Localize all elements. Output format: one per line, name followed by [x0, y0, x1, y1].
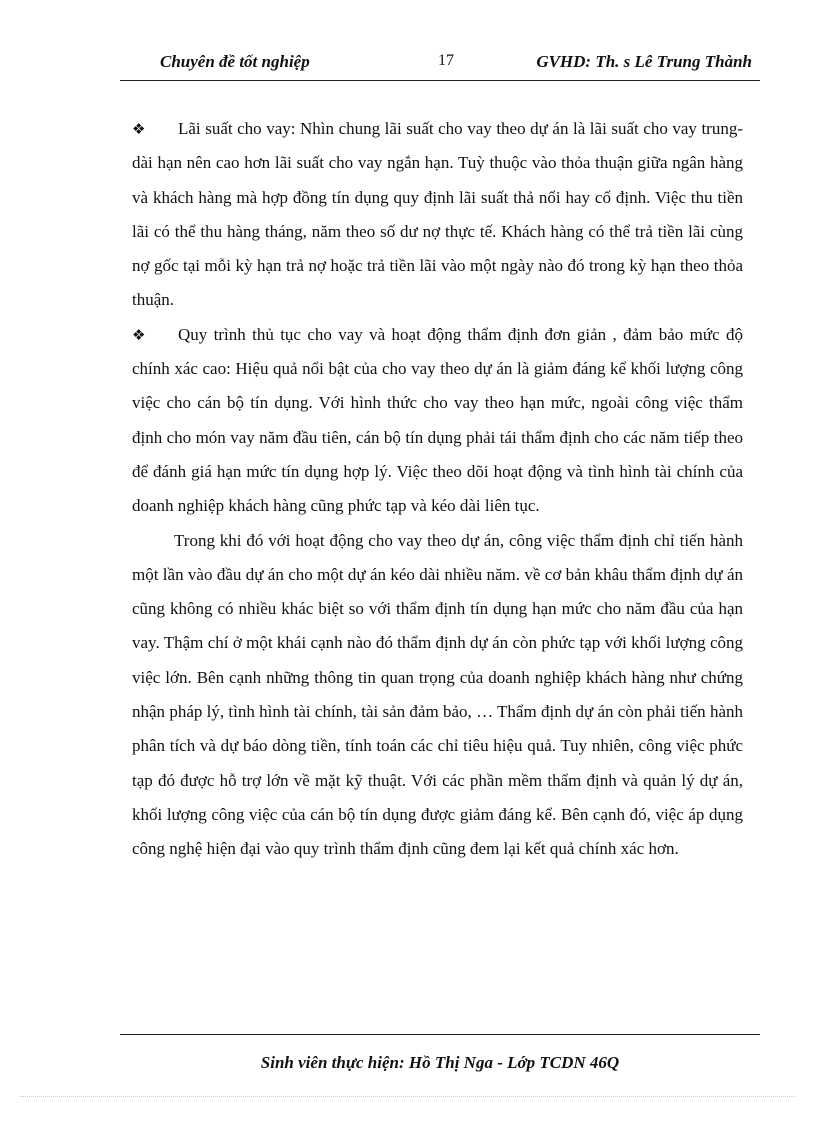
- page-footer: [120, 1034, 760, 1072]
- bullet-paragraph-procedure: [132, 318, 743, 524]
- bullet-paragraph-interest-rate: [132, 112, 743, 318]
- body-paragraph: Trong khi đó với hoạt động cho vay theo dự án, công việc thẩm định chỉ tiến hành một lần vào đầu dự án cho một dự án kéo dài nhiều năm. về cơ bản khâu thẩm định dự án cũng không có nhiều khác biệt so với thẩm định tín dụng hạn mức cho năm đầu của hạn vay. Thậm chí ở một khái cạnh nào đó thẩm định dự án còn phức tạp với khối lượng công việc lớn. Bên cạnh những thông tin quan trọng của doanh nghiệp khách hàng như chứng nhận pháp lý, tình hình tài chính, tài sản đảm bảo, … Thẩm định dự án còn phải tiến hành phân tích và dự báo dòng tiền, tính toán các chỉ tiêu hiệu quả. Tuy nhiên, công việc phức tạp đó được hỗ trợ lớn về mặt kỹ thuật. Với các phần mềm thẩm định và quản lý dự án, khối lượng công việc của cán bộ tín dụng được giảm đáng kể. Bên cạnh đó, việc áp dụng công nghệ hiện đại vào quy trình thẩm định cũng đem lại kết quả chính xác hơn.: [132, 530, 743, 859]
- page-edge-divider: [20, 1096, 796, 1097]
- diamond-bullet-icon: ❖: [132, 325, 146, 344]
- bullet-text-procedure: Quy trình thủ tục cho vay và hoạt động thẩm định đơn giản , đảm bảo mức độ chính xác cao: Hiệu quả nổi bật của cho vay theo dự án là giảm đáng kể khối lượng công việc cho cán bộ tín dụng. Với hình thức cho vay theo hạn mức, ngoài công việc thẩm định cho món vay năm đầu tiên, cán bộ tín dụng phải tái thẩm định cho các năm tiếp theo để đánh giá hạn mức tín dụng hợp lý. Việc theo dõi hoạt động và tình hình tài chính của doanh nghiệp khách hàng cũng phức tạp và kéo dài liên tục.: [132, 324, 743, 516]
- thesis-title: Chuyên đề tốt nghiệp: [160, 52, 310, 71]
- bullet-text-interest-rate: Lãi suất cho vay: Nhìn chung lãi suất cho vay theo dự án là lãi suất cho vay trung- dài hạn nên cao hơn lãi suất cho vay ngắn hạn. Tuỳ thuộc vào thỏa thuận giữa ngân hàng và khách hàng mà hợp đồng tín dụng quy định lãi suất thả nổi hay cố định. Việc thu tiền lãi có thể thu hàng tháng, năm theo số dư nợ thực tế. Khách hàng có thể trả tiền lãi cùng nợ gốc tại mỗi kỳ hạn trả nợ hoặc trả tiền lãi vào một ngày nào đó trong kỳ hạn theo thỏa thuận.: [132, 119, 743, 310]
- page-header: [120, 50, 760, 81]
- document-body: [132, 112, 743, 867]
- page-number: 17: [438, 52, 454, 69]
- student-info: Sinh viên thực hiện: Hồ Thị Nga - Lớp TCDN 46Q: [260, 1053, 620, 1072]
- diamond-bullet-icon: ❖: [132, 120, 146, 138]
- supervisor-name: GVHD: Th. s Lê Trung Thành: [536, 52, 752, 71]
